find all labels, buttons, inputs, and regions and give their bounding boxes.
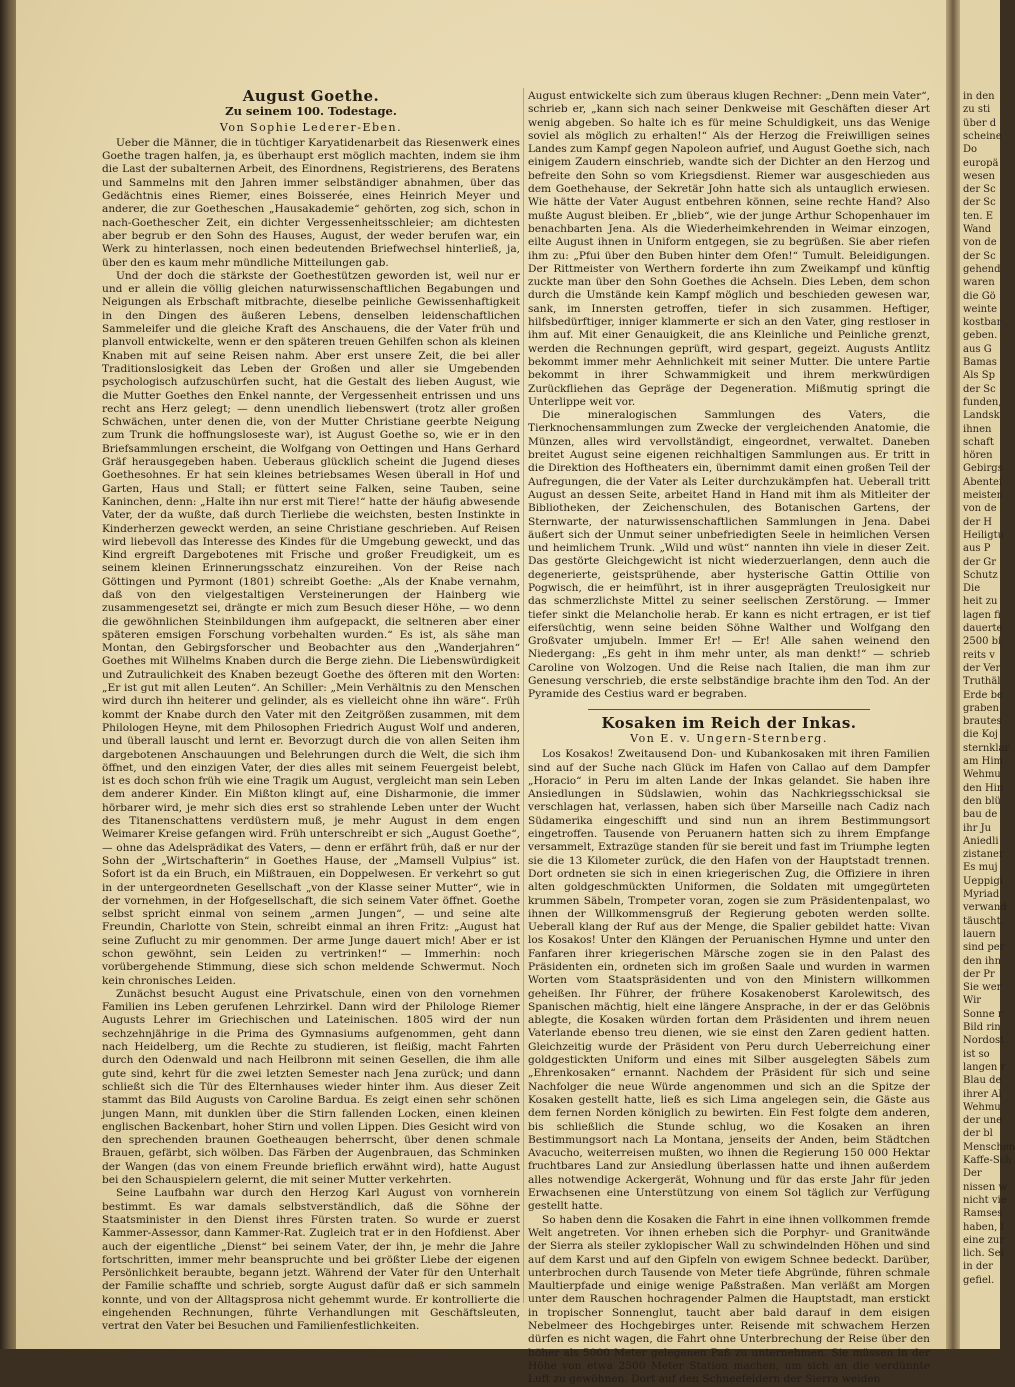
column-right [528,90,930,1387]
next-page-fragment: heit zu [963,596,998,608]
next-page-fragment: graben [963,702,999,714]
next-page-fragment: aus G [963,343,992,355]
article-title: August Goethe. [242,87,380,105]
next-page-fragment: Landsk [963,410,1000,422]
next-page-fragment: nissen w [963,1181,1007,1193]
book-gutter [946,0,960,1349]
next-page-fragment: brautes [963,716,1002,728]
next-page-fragment: lich. Sei [963,1248,1004,1260]
next-page-fragment: europä [963,157,999,169]
next-page-fragment: Ueppigl [963,875,1003,887]
next-page-fragment: bau de [963,809,998,821]
next-page-fragment: Do [963,144,978,156]
next-page-fragment: 2500 bi [963,636,1002,648]
article-subtitle: Zu seinem 100. Todestage. [225,104,397,119]
article-author: Von Sophie Lederer-Eben. [219,120,403,134]
paragraph: So haben denn die Kosaken die Fahrt in eine ihnen vollkommen fremde Welt angetreten. Vor ihnen erheben sich die Porphyr- und Granitwände der Sierra als steiler zyklopischer Wall zu schwindelnden Höhen und sind auf dem Karst und auf den Gipfeln von ewigem Schnee bedeckt. Darüber, unterbrochen durch Tausende von Meter tiefe Abgründe, führen schmale Maultierpfade und einige wenige Paßstraßen. Man verläßt am Morgen unter dem Rauschen hochragender Palmen die Hauptstadt, man erstickt in tropischer Sonnenglut, taucht aber bald darauf in dem eisigen Nebelmeer des Hochgebirges unter. Reisende mit schwachem Herzen dürfen es nicht wagen, die Fahrt ohne Unterbrechung der Reise über den höher als 5000 Meter gelegenen Paß zu unternehmen. Sie müssen in der Höhe von etwa 2500 Meter Station machen, um sich an die verdünnte Luft zu gewöhnen. Dort auf den Schneefeldern der Sierra weiden [528,1213,930,1386]
next-page-fragment: am Him [963,756,1004,767]
next-page-fragment: Schutz [963,569,998,581]
next-page-fragment: Wir [963,995,982,1007]
next-page-fragment: der Ver [963,662,1001,674]
next-page-fragment: kostbar [963,317,1002,329]
next-page-fragment: den blü [963,795,1001,807]
paragraph: August entwickelte sich zum überaus klugen Rechner: „Denn mein Vater“, schrieb er, „kann sich nach seiner Denkweise mit Geschäften dieser Art wenig abgeben. So halte ich es für meine Schuldigkeit, uns das Wenige soviel als möglich zu erhalten!“ Als der Herzog die Freiwilligen seines Landes zum Kampf gegen Napoleon aufrief, und August Goethe sich, nach einigem Zaudern einschrieb, wandte sich der Dichter an den Herzog und befreite den Sohn so vom Kriegsdienst. Riemer war ausgeschieden aus dem Goethehause, der Sekretär John hatte sich als untauglich erwiesen. Wie hätte der Vater August entbehren können, seine rechte Hand? Also mußte August bleiben. Er „blieb“, wie der junge Arthur Schopenhauer im benachbarten Jena. Als die Wiederheimkehrenden in Weimar einzogen, eilte August ihnen in Uniform entgegen, sie zu begrüßen. Sie aber riefen ihm zu: „Pfui über den Buben hinter dem Ofen!“ Tumult. Beleidigungen. Der Rittmeister von Werthern forderte ihn zum Zweikampf und künftig zuckte man über den Sohn Goethes die Achseln. Dies Leben, dem schon durch die Umstände kein Kampf möglich und beschieden gewesen war, sank, im Innersten getroffen, tiefer in sich zusammen. Heftiger, hilfsbedürftiger, inniger klammerte er sich an den Vater, ging restloser in ihm auf. Mit einer Genauigkeit, die ans Kleinliche und Peinliche grenzt, werden die Rechnungen geprüft, wird gespart, gegeizt. Augusts Antlitz bekommt immer mehr Aehnlichkeit mit seiner Mutter. Die untere Partie bekommt in ihrer Schwammigkeit und ihrem merkwürdigen Zurückfliehen das Gepräge der Degeneration. Mißmutig springt die Unterlippe weit vor. [528,90,930,408]
next-page-fragment: der Sc [963,184,996,196]
next-page-edge [960,0,1015,1349]
next-page-fragment: Bamas [963,357,997,368]
next-page-fragment: Als Sp [963,370,995,382]
next-page-fragment: der Sc [963,383,996,395]
next-page-fragment: von de [963,237,997,249]
article-separator [588,709,870,710]
next-page-fragment: zistaner [963,849,1004,861]
next-page-fragment: Bild rin [963,1022,1001,1033]
next-page-fragment: schaft [963,436,994,448]
next-page-fragment: hören [963,450,993,462]
paragraph: Seine Laufbahn war durch den Herzog Karl August von vornherein bestimmt. Es war damals selbstverständlich, daß die Söhne der Staatsminister in den Dienst ihres Fürsten traten. So wurde er zuerst Kammer-Assessor, dann Kammer-Rat. Zugleich trat er in den Hofdienst. Aber auch der eigentliche „Dienst“ bei seinem Vater, der ihn, je mehr die Jahre fortschritten, immer mehr beanspruchte und bei größter Liebe der eigenen Persönlichkeit beraubte, begann jetzt. Während der Vater für den Unterhalt der Familie schaffte und schrieb, sorgte August dafür daß er sich sammeln konnte, und von der Alltagsprosa nicht gehemmt wurde. Er kontrollierte die eingehenden Rechnungen, führte Verhandlungen mit Geschäftsleuten, vertrat den Vater bei Besuchen und Familienfestlichkeiten. [102,1187,520,1333]
next-page-fragment: sternklar [963,742,1010,754]
next-page-fragment: zu sti [963,104,991,116]
next-page-fragment: der une [963,1115,1003,1127]
next-page-fragment: waren [963,277,995,289]
next-page-fragment: Sonne r [963,1008,1003,1020]
next-page-fragment: wesen [963,170,995,182]
next-page-fragment: täuscht. [963,915,1004,927]
next-page-fragment: in der [963,1261,993,1273]
paragraph: Ueber die Männer, die in tüchtiger Karyatidenarbeit das Riesenwerk eines Goethe tragen halfen, ja, es überhaupt erst möglich machten, indem sie ihm die Last der subalternen Arbeit, des Einordnens, Registrierens, des Beratens und Sammelns mit den Jahren immer selbständiger abnahmen, über das Gedächtnis eines Riemer, eines Boisserée, eines Heinrich Meyer und anderer, die zur Goetheschen „Hausakademie“ gehörten, zog sich, schon in nach-Goethescher Zeit, ein dichter Vergessenheitsschleier; am dichtesten aber begrub er den Sohn des Hauses, August, der weder berufen war, ein Werk zu hinterlassen, noch einen bedeutenden Briefwechsel hinterließ, ja, über den es kaum mehr mündliche Mitteilungen gab. [102,136,520,269]
next-page-fragment: aus P [963,543,991,555]
next-page-fragment: Wehmu [963,1101,1001,1113]
next-page-fragment: Es muj [963,862,998,874]
next-page-fragment: dauerte [963,623,1003,634]
next-page-fragment: langen r [963,1061,1006,1073]
next-page-fragment: Myriad [963,889,1000,900]
column-divider [523,88,524,1303]
next-page-fragment: der Pr [963,968,995,980]
next-page-fragment: der Sc [963,197,996,209]
next-page-fragment: gefiel. [963,1274,995,1286]
next-page-fragment: über d [963,117,997,129]
next-page-fragment: die Koj [963,729,999,741]
next-page-fragment: die Gö [963,290,996,302]
next-page-fragment: verwand [963,902,1007,914]
next-page-fragment: Nordost [963,1035,1005,1047]
next-page-fragment: den Hin [963,782,1004,794]
next-page-fragment: ten. E [963,210,994,222]
next-page-fragment: sind per [963,942,1005,954]
next-page-fragment: Ramses [963,1208,1003,1220]
next-page-fragment: Menschen [963,1141,1015,1153]
next-page-fragment: lauern [963,928,996,940]
next-page-fragment: von de [963,503,997,515]
next-page-fragment: ihr Ju [963,822,992,834]
next-page-fragment: Blau de [963,1075,1002,1087]
paragraph: Und der doch die stärkste der Goethestützen geworden ist, weil nur er und er allein die völlig gleichen naturwissenschaftlichen Begabungen und Neigungen als Erbschaft mitbrachte, dieselbe peinliche Gewissenhaftigkeit in den Dingen des äußeren Lebens, denselben leidenschaftlichen Sammeleifer und die gleiche Kraft des Anschauens, die der Vater früh und planvoll entwickelte, wenn er den späteren treuen Gehilfen schon als kleinen Knaben mit auf seine Reisen nahm. Aber erst unsere Zeit, die bei aller Traditionslosigkeit das Leben der Großen und aller sie Umgebenden psychologisch aufzuschürfen sucht, hat die Gestalt des lieben August, wie die Mutter Goethes den Enkel nannte, der Vergessenheit entrissen und uns recht ans Herz gelegt; — denn unendlich liebenswert (trotz aller großen Schwächen, unter denen die, von der Mutter Christiane geerbte Neigung zum Trunk die hoffnungsloseste war), ist August Goethe so, wie er in den Briefsammlungen erscheint, die Wolfgang von Oettingen und Hans Gerhard Gräf herausgegeben haben. Ueberaus glücklich scheint die Jugend dieses Goethesohnes. Er hat sein kleines betriebsames Wesen überall in Hof und Garten, Haus und Stall; er füttert seine Falken, seine Tauben, seine Kaninchen, denn: „Halte ihn nur erst mit Tiere!“ hatte der häufig abwesende Vater, der da wußte, daß durch Tierliebe die weichsten, besten Instinkte in Kinderherzen geweckt werden, an seine Christiane geschrieben. Auf Reisen wird liebevoll das Interesse des Kindes für die Umgebung geweckt, und das Kind ergreift Dargebotenes mit Frische und großer Freudigkeit, um es seinem kleinen Erinnerungsschatz einzureihen. Von der Reise nach Göttingen und Pyrmont (1801) schreibt Goethe: „Als der Knabe vernahm, daß von den vielgestaltigen Versteinerungen der Hainberg wie zusammengesetzt sei, drängte er mich zum Besuch dieser Höhe, — wo denn die gewöhnlichen Steinbildungen ihm aufgepackt, die seltneren aber einer späteren emsigen Forschung vorbehalten wurden.“ Es ist, als sähe man Montan, den Gebirgsforscher und Beobachter aus den „Wanderjahren“ Goethes mit Wilhelms Knaben durch die Berge ziehn. Die Liebenswürdigkeit und Zutraulichkeit des Knaben bezeugt Goethe des öfteren mit den Worten: „Er ist gut mit allen Leuten“. An Schiller: „Mein Verhältnis zu den Menschen wird durch ihn heiterer und gelinder, als es vielleicht ohne ihn wäre“. Früh kommt der Knabe durch den Vater mit den Zeitgrößen zusammen, mit dem Philologen Heyne, mit dem Philosophen Friedrich August Wolf und anderen, und überall lauscht und lernt er. Bevorzugt durch die von allen Seiten ihm dargebotenen Anschauungen und Belehrungen durch die Welt, die sich ihm öffnet, und den einzigen Vater, der dies alles mit seinem Feuergeist belebt, ist es doch schon früh wie eine Tragik um August, vergleicht man sein Leben dem anderer Kinder. Ein Mißton klingt auf, eine Disharmonie, die immer hörbarer wird, je mehr sich dies erst so strahlende Leben unter der Wucht des Titanenschattens verdüstern muß, je mehr August in dem engen Weimarer Kreise gefangen wird. Früh unterschreibt er sich „August Goethe“, — ohne das Adelsprädikat des Vaters, — denn er erfährt früh, daß er nur der Sohn der „Wirtschafterin“ in Goethes Hause, der „Mamsell Vulpius“ ist. Sofort ist da ein Bruch, ein Mißtrauen, ein Doppelwesen. Er verkehrt so gut in der untergeordneten Gesellschaft „von der Klasse seiner Mutter“, wie in der vornehmen, in der Hofgesellschaft, die sich seinem Vater öffnet. Goethe selbst spricht einmal von seinem „armen Jungen“, — und seine alte Freundin, Charlotte von Stein, schreibt einmal an ihren Fritz: „August hat seine Zuflucht zu mir genommen. Der arme Junge dauert mich! Aber er ist schon gewöhnt, sein Leiden zu vertrinken!“ — Immerhin: noch vorübergehende Stimmung, diese sich schon meldende Schwermut. Noch kein chronisches Leiden. [102,269,520,987]
next-page-fragment: reits v [963,649,995,661]
next-page-fragment: lagen fi [963,609,1001,621]
next-page-fragment: Abentei [963,476,1003,488]
column-left [102,87,520,1334]
next-page-fragment: Sie wer [963,982,1002,994]
next-page-fragment: der Gr [963,556,997,568]
paragraph: Los Kosakos! Zweitausend Don- und Kubankosaken mit ihren Familien sind auf der Suche nach Glück im Hafen von Callao auf dem Dampfer „Horacio“ in Peru im alten Lande der Inkas gelandet. Sie haben ihre Ansiedlungen in Südslawien, wohin das Nachkriegsschicksal sie verschlagen hat, verlassen, haben sich über Marseille nach Cadiz nach Südamerika eingeschifft und sind nun an ihrem Bestimmungsort eingetroffen. Tausende von Peruanern hatten sich zu ihrem Empfange versammelt, Extrazüge standen für sie bereit und fast im Triumphe legten sie die 13 Kilometer zurück, die den Hafen von der Hauptstadt trennen. Dort ordneten sie sich in einen kriegerischen Zug, die Offiziere in ihren alten goldgeschmückten Uniformen, die Soldaten mit umgegürteten krummen Säbeln, Trompeter voran, zogen sie zum Präsidentenpalast, wo ihnen der Willkommensgruß der Regierung geboten werden sollte. Ueberall klang der Ruf aus der Menge, die Spalier gebildet hatte: Vivan los Kosakos! Unter den Klängen der Peruanischen Hymne und unter den Fanfaren ihrer kriegerischen Märsche zogen sie in den Palast des Präsidenten ein, ordneten sich im großen Saale und wurden in warmen Worten vom Staatspräsidenten und von den Ministern willkommen geheißen. Ihr Führer, der frühere Kosakenoberst Karolewitsch, des Spanischen mächtig, hielt eine längere Ansprache, in der er das Gelöbnis ablegte, die Kosaken würden fortan dem Präsidenten und ihrem neuen Vaterlande ebenso treu dienen, wie sie einst den Zaren gedient hatten. Gleichzeitig wurde der Präsident von Peru durch Ueberreichung einer goldgestickten Uniform und eines mit Silber ausgelegten Säbels zum „Ehrenkosaken“ ernannt. Nachdem der Präsident für sich und seine Nachfolger die neue Würde angenommen und sich an die Spitze der Kosaken gestellt hatte, ließ es sich Lima angelegen sein, die Gäste aus dem fernen Norden königlich zu bewirten. Ein Fest folgte dem anderen, bis schließlich die Stunde schlug, wo die Kosaken an ihren Bestimmungsort nach La Montana, jenseits der Anden, beim Städtchen Avacucho, weiterreisen mußten, wo ihnen die Regierung 150 000 Hektar fruchtbares Land zur Ansiedlung überlassen hatte und ihnen außerdem alles notwendige Ackergerät, Wohnung und für das erste Jahr für jeden Erwachsenen eine Unterstützung von einem Sol täglich zur Verfügung gestellt hatte. [528,748,930,1213]
next-page-fragment: Heiligtu [963,529,1005,541]
next-page-fragment: der Sc [963,250,996,262]
next-page-fragment: Der [963,1168,982,1180]
next-page-fragment: eine zur [963,1234,1005,1246]
next-page-fragment: Wand [963,224,992,235]
next-page-fragment: gehend [963,263,1001,275]
next-page-fragment: Aniedli [963,835,999,847]
next-page-fragment: weinte [963,303,998,315]
next-page-fragment: haben, l [963,1221,1004,1233]
paragraph: Die mineralogischen Sammlungen des Vaters, die Tierknochensammlungen zum Zwecke der vergleichenden Anatomie, die Münzen, alles wird vervollständigt, eingeordnet, verwaltet. Daneben breitet August seine eigenen reichhaltigen Sammlungen aus. Er tritt in die Direktion des Hoftheaters ein, übernimmt damit einen großen Teil der Aufregungen, die der Vater als Leiter durchzukämpfen hat. Ueberall tritt August an dessen Seite, arbeitet Hand in Hand mit ihm als Mitleiter der Bibliotheken, der Zeichenschulen, des Botanischen Gartens, der Sternwarte, der naturwissenschaftlichen Sammlungen in Jena. Dabei äußert sich der Unmut seiner unbefriedigten Seele in heimlichen Versen und heimlichem Trunk. „Wild und wüst“ nannten ihn viele in dieser Zeit. Das gestörte Gleichgewicht ist nicht wiederzuerlangen, denn auch die degenerierte, geistsprühende, aber hysterische Gattin Ottilie von Pogwisch, die er heimführt, ist in ihrer ausgeprägten Treulosigkeit nur das schmerzlichste Mittel zu seiner seelischen Zerstörung. — Immer tiefer sinkt die Melancholie herab. Er kann es nicht ertragen, er ist tief eifersüchtig, wenn seine beiden Söhne Walther und Wolfgang den Großvater umjubeln. Immer Er! — Er! Alle sahen weinend den Niedergang: „Es geht in ihm mehr unter, als man denkt!“ — schrieb Caroline von Wolzogen. Und die Reise nach Italien, die man ihm zur Genesung verschrieb, die erste selbständige brachte ihm den Tod. An der Pyramide des Cestius ward er begraben. [528,409,930,701]
next-page-fragment: scheine [963,130,1002,142]
next-page-fragment: ist so [963,1048,990,1060]
next-page-fragment: Wehmu [963,769,1001,781]
next-page-fragment: Erde be [963,689,1003,701]
next-page-fragment: Gebirgs [963,463,1003,475]
next-page-fragment: ihnen [963,423,992,435]
next-page-fragment: in den [963,91,995,102]
article-author: Von E. v. Ungern-Sternberg. [630,731,828,745]
next-page-fragment: funden, [963,396,1002,408]
next-page-fragment: Truthäl [963,676,1001,688]
next-page-fragment: ihrer Al [963,1088,1002,1100]
paragraph: Zunächst besucht August eine Privatschule, einen von den vornehmen Familien ins Leben gerufenen Lehrzirkel. Dann wird der Philologe Riemer Augusts Lehrer im Griechischen und Lateinischen. 1805 wird der nun sechzehnjährige in die Prima des Gymnasiums aufgenommen, geht dann nach Heidelberg, um die Rechte zu studieren, ist fleißig, macht Fahrten durch den Odenwald und nach Heilbronn mit seinen Gesellen, die ihm alle gute sind, kehrt für die zwei letzten Semester nach Jena zurück; und dann schließt sich die Tür des Elternhauses wieder hinter ihm. Aus dieser Zeit stammt das Bild Augusts von Caroline Bardua. Es zeigt einen sehr schönen jungen Mann, mit dunklen über die Stirn fallenden Locken, einen kleinen englischen Backenbart, hoher Stirn und vollen Lippen. Dies Gesicht wird von den sprechenden braunen Goetheaugen beherrscht, über denen schmale Brauen, gefärbt, sich wölben. Das Färben der Augenbrauen, das Schminken der Wangen (das von einem Freunde brieflich erwähnt wird), hatte August bei den Schauspielern gelernt, die mit seiner Mutter verkehrten. [102,987,520,1187]
next-page-fragment: Die [963,583,981,595]
next-page-fragment: der bl [963,1128,993,1140]
article-title: Kosaken im Reich der Inkas. [601,713,857,732]
next-page-fragment: den ihn [963,955,1002,967]
next-page-fragment: nicht vie [963,1194,1007,1206]
next-page-fragment: der H [963,516,992,528]
book-spine [0,0,16,1349]
next-page-fragment: geben. [963,330,998,342]
next-page-fragment: meisten [963,490,1004,501]
next-page-fragment: Kaffe-Sch [963,1155,1012,1166]
